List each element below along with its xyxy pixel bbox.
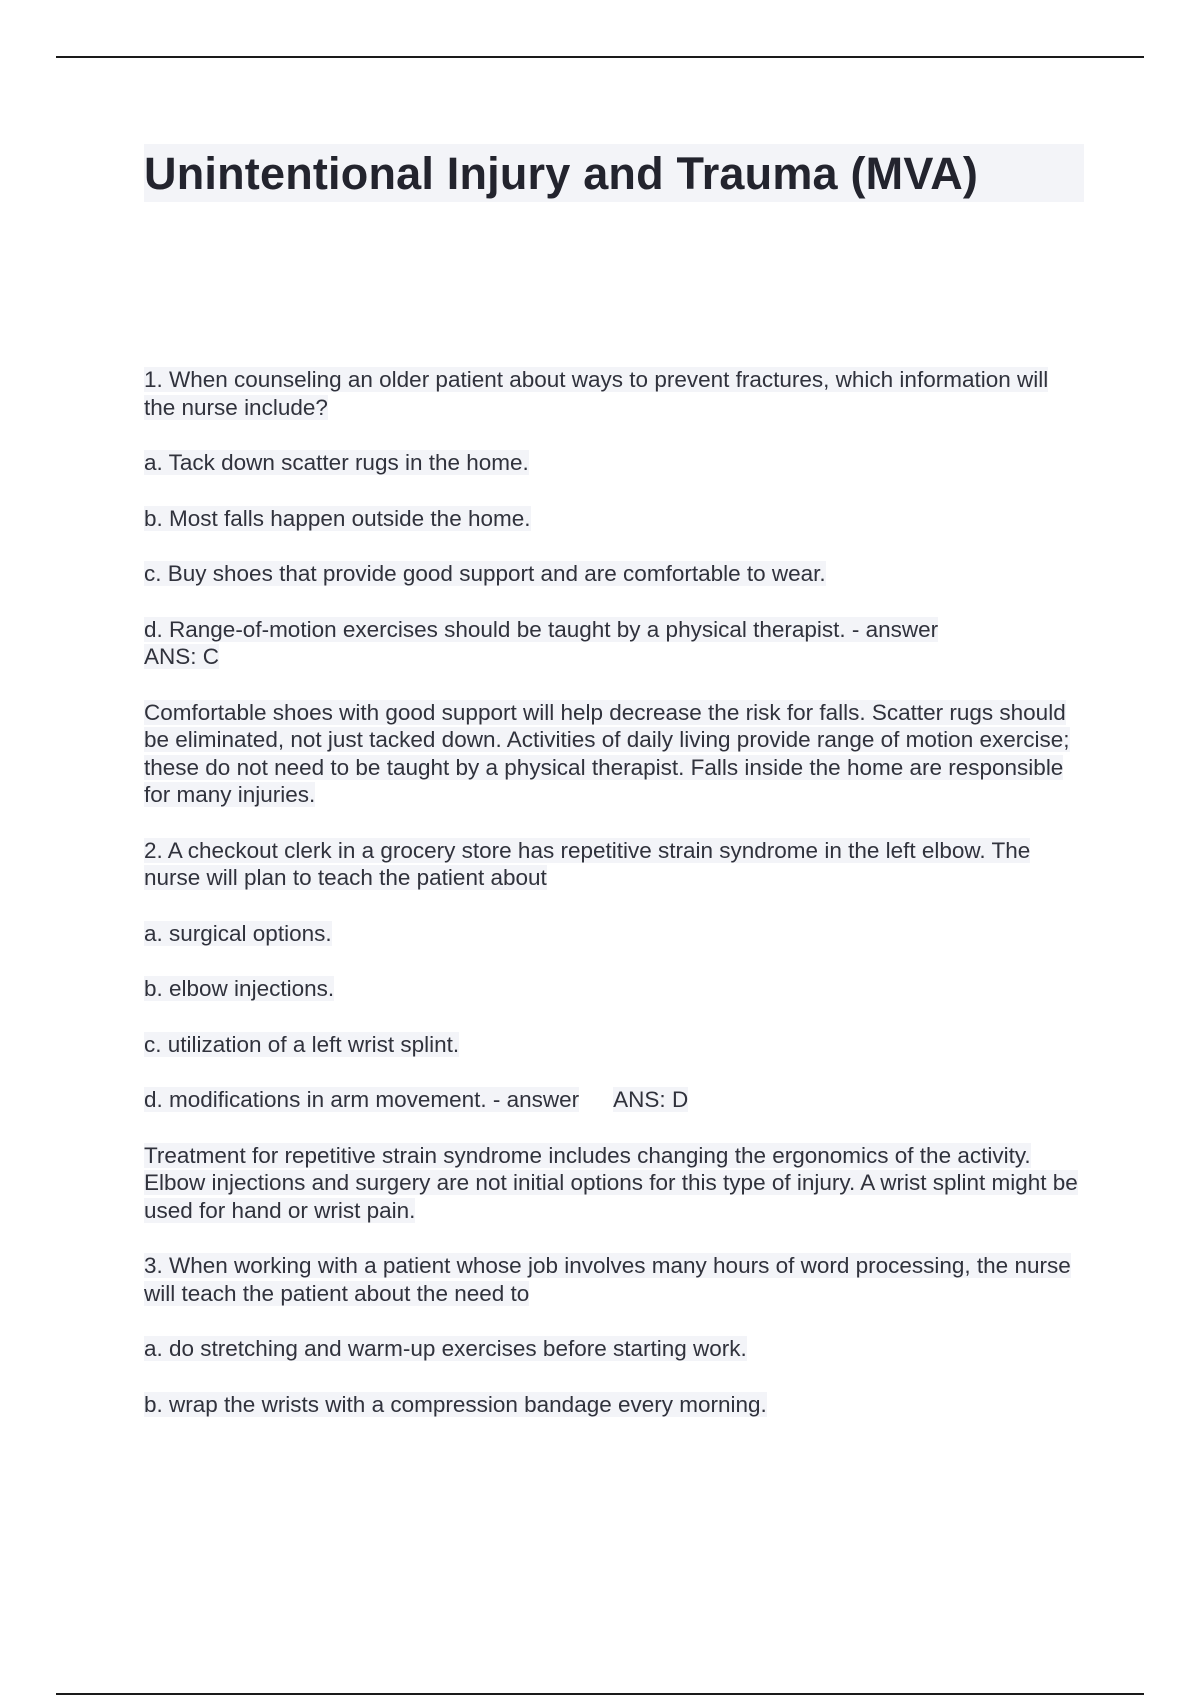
question-2-rationale: Treatment for repetitive strain syndrome includes changing the ergonomics of the activity. Elbow injections and surgery are not initial options for this type of injury. A wrist splint might be used for hand or wrist pain. bbox=[144, 1142, 1078, 1223]
question-3-option-b: b. wrap the wrists with a compression bandage every morning. bbox=[144, 1391, 767, 1417]
document-body bbox=[144, 366, 1084, 1446]
question-2-option-d: d. modifications in arm movement. - answer ANS: D bbox=[144, 1087, 689, 1112]
question-2-option-b: b. elbow injections. bbox=[144, 976, 335, 1001]
top-rule bbox=[56, 56, 1144, 58]
question-3-stem: 3. When working with a patient whose job involves many hours of word processing, the nurse will teach the patient about the need to bbox=[144, 1253, 1071, 1306]
question-2-option-a: a. surgical options. bbox=[144, 920, 332, 946]
question-1-answer: ANS: C bbox=[144, 644, 220, 669]
question-1-stem: 1. When counseling an older patient about ways to prevent fractures, which information will the nurse include? bbox=[144, 367, 1049, 420]
question-3-option-a: a. do stretching and warm-up exercises before starting work. bbox=[144, 1336, 747, 1361]
question-2-option-c: c. utilization of a left wrist splint. bbox=[144, 1031, 460, 1057]
question-1-option-c: c. Buy shoes that provide good support and are comfortable to wear. bbox=[144, 561, 826, 586]
bottom-rule bbox=[56, 1693, 1144, 1695]
document-title: Unintentional Injury and Trauma (MVA) bbox=[144, 144, 1084, 202]
question-2-answer: ANS: D bbox=[613, 1087, 689, 1112]
question-1-option-b: b. Most falls happen outside the home. bbox=[144, 505, 531, 531]
question-1-option-a: a. Tack down scatter rugs in the home. bbox=[144, 450, 529, 475]
question-1-option-d: d. Range-of-motion exercises should be taught by a physical therapist. - answer ANS: C bbox=[144, 616, 939, 669]
question-1-rationale: Comfortable shoes with good support will help decrease the risk for falls. Scatter rugs should be eliminated, not just tacked down. Activities of daily living provide range of motion exercise; these do not need to be taught by a physical therapist. Falls inside the home are responsible for many injuries. bbox=[144, 699, 1070, 807]
question-2-stem: 2. A checkout clerk in a grocery store has repetitive strain syndrome in the left elbow. The nurse will plan to teach the patient about bbox=[144, 837, 1031, 890]
